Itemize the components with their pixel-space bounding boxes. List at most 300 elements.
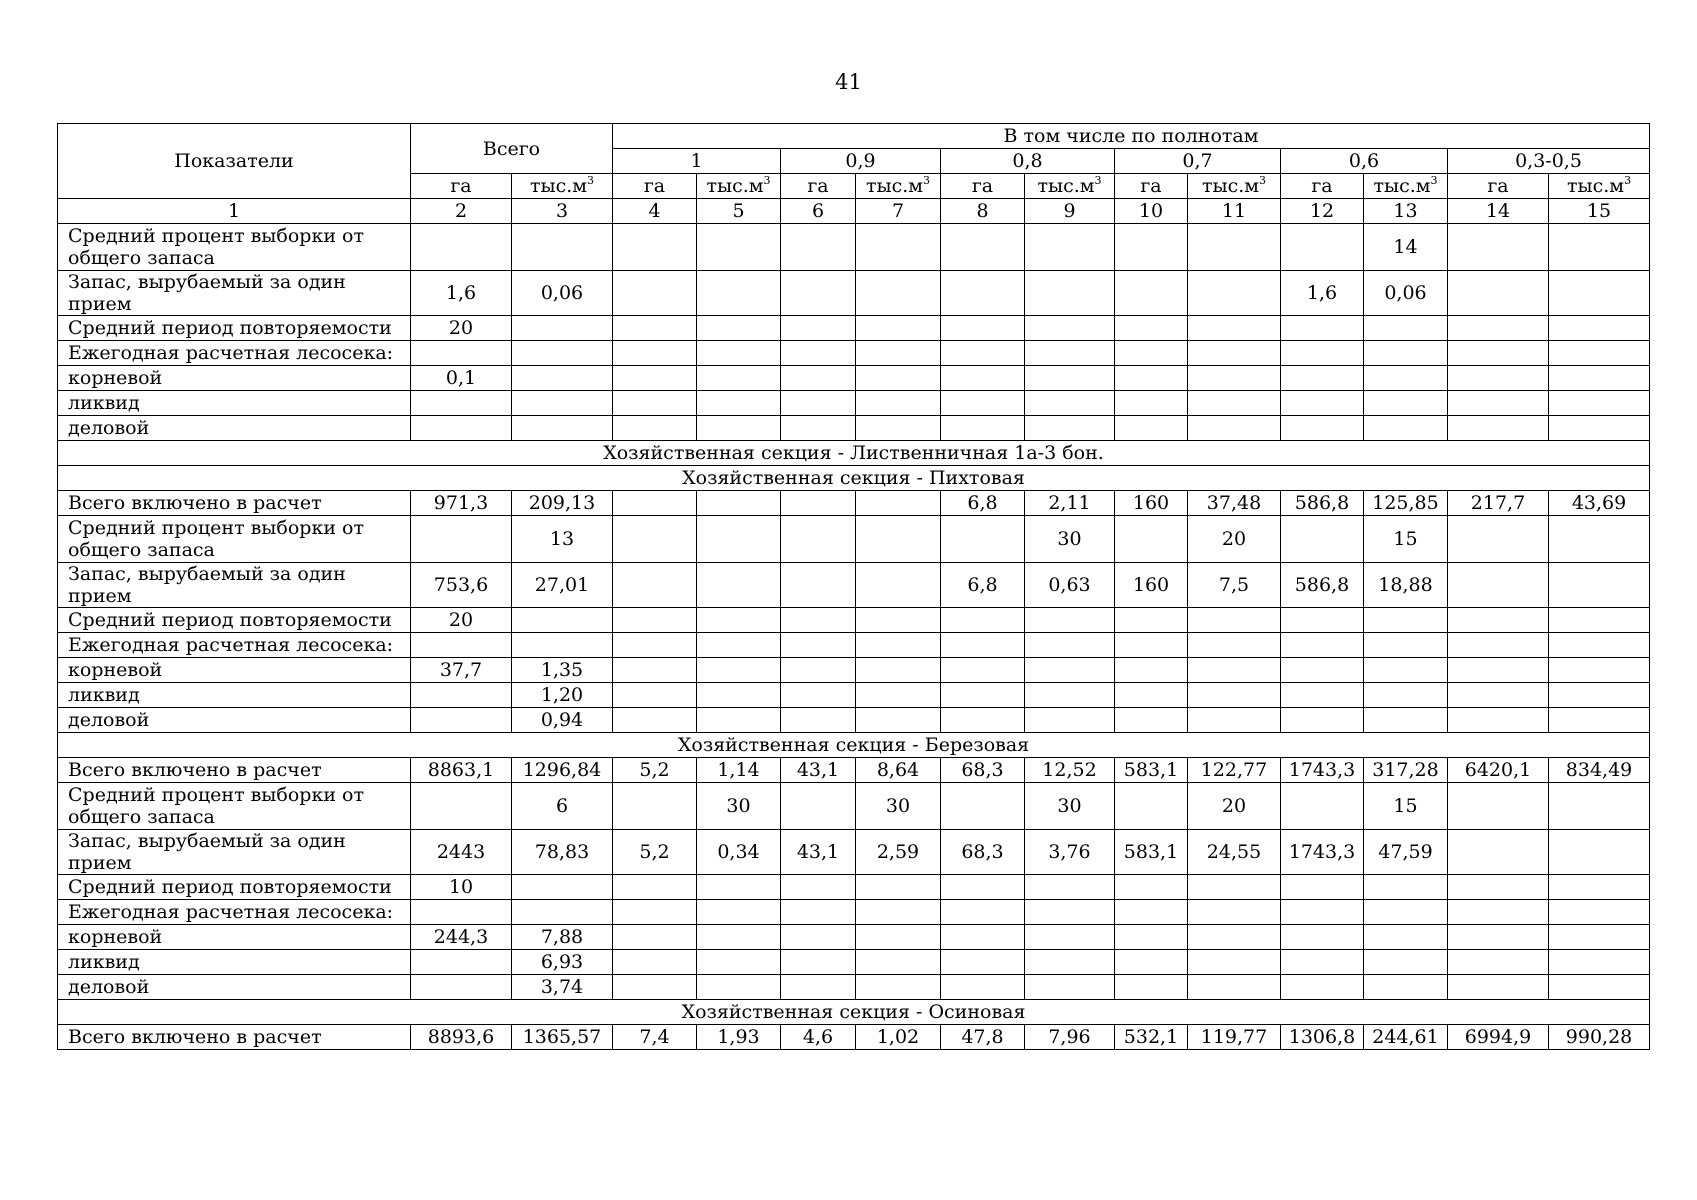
table-cell xyxy=(856,950,941,975)
table-header xyxy=(58,124,1650,224)
row-label: Всего включено в расчет xyxy=(58,491,411,516)
table-cell: 3,76 xyxy=(1025,830,1115,875)
table-cell xyxy=(941,516,1025,563)
table-cell xyxy=(1448,316,1549,341)
table-cell xyxy=(781,875,856,900)
header-density: 0,7 xyxy=(1115,149,1281,174)
table-cell xyxy=(1448,950,1549,975)
table-cell xyxy=(1188,950,1281,975)
table-cell xyxy=(1448,563,1549,608)
table-cell xyxy=(1549,683,1650,708)
table-cell xyxy=(1448,925,1549,950)
table-cell: 1,20 xyxy=(512,683,613,708)
table-cell: 0,06 xyxy=(512,271,613,316)
table-cell xyxy=(1549,830,1650,875)
table-cell xyxy=(856,416,941,441)
row-label: корневой xyxy=(58,366,411,391)
table-cell xyxy=(941,316,1025,341)
table-cell: 68,3 xyxy=(941,758,1025,783)
table-cell xyxy=(856,341,941,366)
table-cell xyxy=(941,658,1025,683)
table-cell xyxy=(1281,366,1364,391)
unit-ha: га xyxy=(1115,174,1188,199)
header-density: 1 xyxy=(613,149,781,174)
table-cell xyxy=(1281,416,1364,441)
table-cell xyxy=(697,975,781,1000)
table-cell xyxy=(613,950,697,975)
table-cell xyxy=(1364,658,1448,683)
table-cell xyxy=(1025,366,1115,391)
table-cell: 15 xyxy=(1364,783,1448,830)
table-cell xyxy=(512,416,613,441)
table-cell xyxy=(1025,608,1115,633)
table-cell: 753,6 xyxy=(411,563,512,608)
row-label: Средний процент выборки от общего запаса xyxy=(58,224,411,271)
table-cell: 5,2 xyxy=(613,830,697,875)
table-cell: 583,1 xyxy=(1115,758,1188,783)
unit-volume-text: тыс.м xyxy=(1201,175,1260,197)
table-cell xyxy=(697,950,781,975)
row-label: Запас, вырубаемый за один прием xyxy=(58,830,411,875)
table-cell: 1306,8 xyxy=(1281,1025,1364,1050)
table-cell xyxy=(781,950,856,975)
table-cell xyxy=(1188,341,1281,366)
section-row xyxy=(58,466,1650,491)
table-row xyxy=(58,900,1650,925)
table-cell xyxy=(1115,683,1188,708)
table-cell xyxy=(697,633,781,658)
unit-volume-superscript: 3 xyxy=(1624,174,1632,187)
unit-ha: га xyxy=(411,174,512,199)
table-cell xyxy=(1115,633,1188,658)
row-label: ликвид xyxy=(58,391,411,416)
table-cell xyxy=(856,224,941,271)
table-cell xyxy=(1115,658,1188,683)
row-label: деловой xyxy=(58,708,411,733)
table-cell xyxy=(1364,391,1448,416)
table-cell xyxy=(781,900,856,925)
table-cell: 7,4 xyxy=(613,1025,697,1050)
table-cell xyxy=(1025,316,1115,341)
table-cell: 27,01 xyxy=(512,563,613,608)
header-density: 0,8 xyxy=(941,149,1115,174)
unit-volume-text: тыс.м xyxy=(706,175,764,197)
table-cell xyxy=(1188,608,1281,633)
unit-volume-superscript: 3 xyxy=(1430,174,1438,187)
table-cell xyxy=(1281,950,1364,975)
table-cell xyxy=(1115,875,1188,900)
unit-volume xyxy=(1188,174,1281,199)
table-cell: 1,02 xyxy=(856,1025,941,1050)
table-cell xyxy=(1025,416,1115,441)
table-cell: 1743,3 xyxy=(1281,758,1364,783)
unit-volume-text: тыс.м xyxy=(1037,175,1095,197)
table-cell: 8863,1 xyxy=(411,758,512,783)
table-cell xyxy=(1549,316,1650,341)
table-cell: 0,06 xyxy=(1364,271,1448,316)
section-row xyxy=(58,1000,1650,1025)
table-cell xyxy=(1115,416,1188,441)
unit-volume-text: тыс.м xyxy=(865,175,924,197)
table-cell xyxy=(1448,658,1549,683)
table-cell xyxy=(697,341,781,366)
table-cell xyxy=(1364,633,1448,658)
table-cell xyxy=(856,491,941,516)
table-cell xyxy=(1281,975,1364,1000)
header-indicator: Показатели xyxy=(58,124,411,199)
table-cell xyxy=(1025,271,1115,316)
header-density: 0,9 xyxy=(781,149,941,174)
table-cell xyxy=(1549,875,1650,900)
table-cell: 20 xyxy=(411,316,512,341)
table-cell: 6,8 xyxy=(941,491,1025,516)
table-cell xyxy=(781,271,856,316)
column-number: 15 xyxy=(1549,199,1650,224)
table-cell xyxy=(1281,875,1364,900)
table-cell xyxy=(1364,708,1448,733)
table-cell xyxy=(941,608,1025,633)
table-cell xyxy=(411,416,512,441)
table-cell: 20 xyxy=(411,608,512,633)
table-row xyxy=(58,1025,1650,1050)
table-cell xyxy=(1025,875,1115,900)
table-cell xyxy=(613,875,697,900)
table-row xyxy=(58,875,1650,900)
table-cell xyxy=(1448,708,1549,733)
table-cell xyxy=(781,416,856,441)
table-cell xyxy=(1281,633,1364,658)
table-cell xyxy=(1448,975,1549,1000)
table-cell xyxy=(1281,708,1364,733)
table-cell xyxy=(512,224,613,271)
column-number: 5 xyxy=(697,199,781,224)
table-cell xyxy=(1188,224,1281,271)
table-cell xyxy=(411,391,512,416)
table-cell xyxy=(411,708,512,733)
table-cell: 47,59 xyxy=(1364,830,1448,875)
table-cell xyxy=(1115,925,1188,950)
table-cell xyxy=(613,708,697,733)
table-row xyxy=(58,925,1650,950)
table-row xyxy=(58,658,1650,683)
section-row xyxy=(58,733,1650,758)
table-cell: 37,7 xyxy=(411,658,512,683)
unit-volume-text: тыс.м xyxy=(1566,175,1625,197)
table-row xyxy=(58,341,1650,366)
table-row xyxy=(58,391,1650,416)
table-cell xyxy=(613,925,697,950)
table-cell xyxy=(613,416,697,441)
table-cell xyxy=(613,563,697,608)
table-cell xyxy=(781,658,856,683)
table-cell: 0,94 xyxy=(512,708,613,733)
table-cell xyxy=(1448,830,1549,875)
table-cell xyxy=(697,366,781,391)
table-cell xyxy=(411,224,512,271)
table-cell: 6420,1 xyxy=(1448,758,1549,783)
table-cell xyxy=(1448,341,1549,366)
table-cell xyxy=(697,683,781,708)
table-cell xyxy=(1364,925,1448,950)
table-cell xyxy=(512,900,613,925)
table-cell xyxy=(941,683,1025,708)
table-cell xyxy=(1115,516,1188,563)
table-cell: 2,11 xyxy=(1025,491,1115,516)
table-cell xyxy=(1188,658,1281,683)
row-label: Всего включено в расчет xyxy=(58,1025,411,1050)
table-cell xyxy=(1025,658,1115,683)
table-cell xyxy=(512,341,613,366)
table-cell: 125,85 xyxy=(1364,491,1448,516)
table-cell: 217,7 xyxy=(1448,491,1549,516)
table-cell xyxy=(1281,516,1364,563)
table-cell xyxy=(1281,683,1364,708)
table-cell xyxy=(512,875,613,900)
table-cell xyxy=(1549,900,1650,925)
table-cell: 1365,57 xyxy=(512,1025,613,1050)
table-cell: 6994,9 xyxy=(1448,1025,1549,1050)
table-cell xyxy=(697,658,781,683)
unit-volume xyxy=(1549,174,1650,199)
column-number: 13 xyxy=(1364,199,1448,224)
table-cell xyxy=(1025,341,1115,366)
unit-volume-superscript: 3 xyxy=(587,174,595,187)
row-label: ликвид xyxy=(58,950,411,975)
unit-ha: га xyxy=(1281,174,1364,199)
row-label: Средний период повторяемости xyxy=(58,608,411,633)
row-label: Ежегодная расчетная лесосека: xyxy=(58,900,411,925)
table-cell xyxy=(411,783,512,830)
table-cell: 8,64 xyxy=(856,758,941,783)
row-label: корневой xyxy=(58,925,411,950)
table-cell xyxy=(1115,224,1188,271)
table-cell: 37,48 xyxy=(1188,491,1281,516)
table-cell xyxy=(856,683,941,708)
table-cell: 7,5 xyxy=(1188,563,1281,608)
unit-volume xyxy=(512,174,613,199)
table-cell xyxy=(1549,925,1650,950)
table-cell: 3,74 xyxy=(512,975,613,1000)
page-number: 41 xyxy=(835,70,862,94)
table-cell: 43,69 xyxy=(1549,491,1650,516)
forest-inventory-table xyxy=(57,123,1650,1050)
column-number: 12 xyxy=(1281,199,1364,224)
table-cell xyxy=(1281,316,1364,341)
table-cell xyxy=(856,925,941,950)
table-cell xyxy=(697,516,781,563)
table-cell: 317,28 xyxy=(1364,758,1448,783)
table-cell xyxy=(1448,900,1549,925)
column-number: 3 xyxy=(512,199,613,224)
table-cell: 20 xyxy=(1188,783,1281,830)
table-cell xyxy=(1188,391,1281,416)
table-cell xyxy=(941,975,1025,1000)
table-cell: 43,1 xyxy=(781,830,856,875)
table-cell: 990,28 xyxy=(1549,1025,1650,1050)
table-cell: 1,14 xyxy=(697,758,781,783)
table-cell xyxy=(512,316,613,341)
table-cell xyxy=(1549,608,1650,633)
table-cell: 30 xyxy=(856,783,941,830)
table-cell: 30 xyxy=(1025,783,1115,830)
table-cell xyxy=(1364,950,1448,975)
unit-volume xyxy=(697,174,781,199)
section-title: Хозяйственная секция - Осиновая xyxy=(58,1000,1650,1025)
table-cell xyxy=(613,633,697,658)
header-density: 0,3-0,5 xyxy=(1448,149,1650,174)
table-cell xyxy=(1188,900,1281,925)
table-cell: 583,1 xyxy=(1115,830,1188,875)
table-cell: 122,77 xyxy=(1188,758,1281,783)
table-cell: 0,1 xyxy=(411,366,512,391)
column-number: 10 xyxy=(1115,199,1188,224)
table-cell: 47,8 xyxy=(941,1025,1025,1050)
table-cell xyxy=(1364,416,1448,441)
row-label: корневой xyxy=(58,658,411,683)
table-cell xyxy=(697,491,781,516)
table-cell xyxy=(1364,341,1448,366)
table-cell xyxy=(781,341,856,366)
table-cell xyxy=(1281,783,1364,830)
table-cell: 0,34 xyxy=(697,830,781,875)
table-cell xyxy=(697,925,781,950)
unit-volume-text: тыс.м xyxy=(529,175,588,197)
table-cell xyxy=(781,975,856,1000)
table-cell xyxy=(697,608,781,633)
table-cell: 4,6 xyxy=(781,1025,856,1050)
table-cell xyxy=(856,516,941,563)
unit-volume xyxy=(1364,174,1448,199)
table-cell xyxy=(1549,975,1650,1000)
row-label: Средний период повторяемости xyxy=(58,875,411,900)
unit-volume-superscript: 3 xyxy=(1094,174,1102,187)
table-cell xyxy=(411,516,512,563)
table-cell: 10 xyxy=(411,875,512,900)
table-cell: 13 xyxy=(512,516,613,563)
table-cell xyxy=(1448,391,1549,416)
table-cell xyxy=(1364,875,1448,900)
table-cell xyxy=(1364,683,1448,708)
table-cell xyxy=(1188,683,1281,708)
table-cell xyxy=(697,391,781,416)
table-cell xyxy=(1549,366,1650,391)
section-title: Хозяйственная секция - Лиственничная 1а-3 бон. xyxy=(58,441,1650,466)
unit-ha: га xyxy=(613,174,697,199)
table-cell xyxy=(1025,708,1115,733)
table-cell: 2443 xyxy=(411,830,512,875)
table-cell xyxy=(1025,391,1115,416)
table-cell xyxy=(411,975,512,1000)
table-row xyxy=(58,975,1650,1000)
table-cell xyxy=(1549,658,1650,683)
row-label: Запас, вырубаемый за один прием xyxy=(58,563,411,608)
table-cell xyxy=(781,563,856,608)
table-cell xyxy=(697,900,781,925)
table-cell xyxy=(1549,516,1650,563)
row-label: Средний период повторяемости xyxy=(58,316,411,341)
table-cell xyxy=(1448,224,1549,271)
table-cell xyxy=(856,708,941,733)
row-label: Средний процент выборки от общего запаса xyxy=(58,783,411,830)
table-cell xyxy=(856,875,941,900)
table-cell xyxy=(941,875,1025,900)
table-cell xyxy=(1188,271,1281,316)
table-cell: 1,6 xyxy=(1281,271,1364,316)
table-cell xyxy=(613,516,697,563)
table-cell: 78,83 xyxy=(512,830,613,875)
table-cell xyxy=(856,658,941,683)
table-cell xyxy=(1364,366,1448,391)
table-cell: 43,1 xyxy=(781,758,856,783)
table-cell: 12,52 xyxy=(1025,758,1115,783)
table-cell: 0,63 xyxy=(1025,563,1115,608)
table-cell xyxy=(856,316,941,341)
table-cell xyxy=(1115,708,1188,733)
table-cell xyxy=(1549,224,1650,271)
table-cell: 15 xyxy=(1364,516,1448,563)
table-cell xyxy=(941,633,1025,658)
table-cell xyxy=(1281,900,1364,925)
table-cell xyxy=(613,271,697,316)
table-row xyxy=(58,950,1650,975)
table-cell xyxy=(1115,783,1188,830)
table-cell xyxy=(856,271,941,316)
table-cell xyxy=(1115,366,1188,391)
row-label: деловой xyxy=(58,416,411,441)
table-cell xyxy=(512,391,613,416)
table-cell xyxy=(613,975,697,1000)
row-label: ликвид xyxy=(58,683,411,708)
table-cell xyxy=(1025,683,1115,708)
section-title: Хозяйственная секция - Пихтовая xyxy=(58,466,1650,491)
unit-volume-superscript: 3 xyxy=(1259,174,1267,187)
table-cell xyxy=(1025,633,1115,658)
table-cell xyxy=(697,271,781,316)
table-cell: 209,13 xyxy=(512,491,613,516)
table-cell xyxy=(1281,224,1364,271)
unit-volume-superscript: 3 xyxy=(763,174,771,187)
table-cell: 160 xyxy=(1115,563,1188,608)
table-cell xyxy=(697,416,781,441)
table-cell xyxy=(1188,316,1281,341)
table-row xyxy=(58,416,1650,441)
unit-ha: га xyxy=(781,174,856,199)
table-cell: 1,35 xyxy=(512,658,613,683)
column-number: 9 xyxy=(1025,199,1115,224)
table-cell xyxy=(1448,783,1549,830)
table-cell xyxy=(1448,366,1549,391)
table-cell xyxy=(781,316,856,341)
column-number-row xyxy=(58,199,1650,224)
row-label: Ежегодная расчетная лесосека: xyxy=(58,341,411,366)
table-cell xyxy=(941,925,1025,950)
table-cell: 586,8 xyxy=(1281,491,1364,516)
row-label: Запас, вырубаемый за один прием xyxy=(58,271,411,316)
column-number: 7 xyxy=(856,199,941,224)
header-by-density: В том числе по полнотам xyxy=(613,124,1650,149)
table-cell xyxy=(941,416,1025,441)
table-cell: 30 xyxy=(1025,516,1115,563)
table-cell xyxy=(781,783,856,830)
table-cell: 834,49 xyxy=(1549,758,1650,783)
table-cell xyxy=(781,224,856,271)
row-label: Всего включено в расчет xyxy=(58,758,411,783)
column-number: 11 xyxy=(1188,199,1281,224)
table-cell: 6,93 xyxy=(512,950,613,975)
table-cell xyxy=(697,875,781,900)
column-number: 6 xyxy=(781,199,856,224)
table-cell xyxy=(1549,341,1650,366)
